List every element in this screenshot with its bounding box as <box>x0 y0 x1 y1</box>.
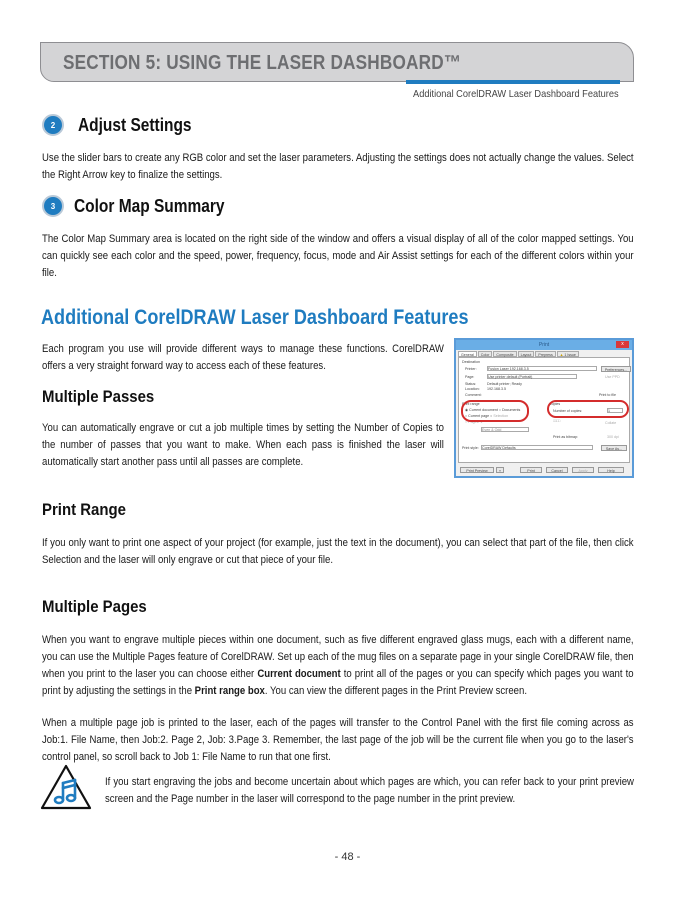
features-intro: Each program you use will provide different ways to manage these functions. CorelDRAW offers a very straight forward way to access each of these features. <box>42 343 444 372</box>
step-number-badge: 2 <box>42 114 64 136</box>
note-text: If you start engraving the jobs and become uncertain about which pages are which, you can refer back to your print preview screen and the Page number in the laser will correspond to the page number in the print preview. <box>105 776 634 805</box>
dialog-footer: Print Preview » Print Cancel Apply Help <box>456 465 632 476</box>
multiple-pages-body: When you want to engrave multiple pieces within one document, such as five different engraved glass mugs, each with a different name, you can use the Multiple Pages feature of CorelDRAW. Set up each of the mug files on a separate page in your single CorelDRAW file, then when you print to the laser you can choose either Current document to print all of the pages or you can specify which pages you want to print by adjusting the settings in the Print range box. You can view the different pages in the Print Preview screen. <box>42 634 634 697</box>
tab-general: General <box>458 351 477 357</box>
dialog-tabs <box>456 350 632 357</box>
tab-layout: Layout <box>518 351 535 357</box>
dialog-body: Destination Printer: Fusion Laser 192.168.3.5 Preferences... Page: Use printer default (Portrait) Use PPD Status: Default printer; Ready Location: 192.168.3.5 Comment: Print to file Print range ◉ Current document ○ Documents ○ Current page ○ Selection ○ Pages: 1 Even & Odd Copies Number of copies: 1 □□□□ Collate Print as bitmap: 300 dpi Print style: CorelDRAW Defaults Save As... <box>458 357 630 463</box>
section-subtitle: Additional CorelDRAW Laser Dashboard Features <box>413 88 619 100</box>
accent-stripe <box>406 80 620 84</box>
page-number: - 48 - <box>334 851 361 863</box>
step-body: Use the slider bars to create any RGB color and set the laser parameters. Adjusting the settings does not actually change the values. Select the Right Arrow key to finalize the settings. <box>42 152 634 181</box>
warning-icon: ▲ <box>559 353 564 357</box>
step-body: The Color Map Summary area is located on the right side of the window and offers a visual display of all of the color mapped settings. You can quickly see each color and the speed, power, frequency, focus, mode and Air Assist settings for each of the different colors within your file. <box>42 233 634 279</box>
step-number-badge: 3 <box>42 195 64 217</box>
multiple-passes-body: You can automatically engrave or cut a job multiple times by setting the Number of Copies to the number of passes that you want to make. When each pass is finished the laser will automatically start another pass until all passes are complete. <box>42 422 444 468</box>
collate-pages-icon: □□□□ <box>553 419 560 423</box>
highlight-copies <box>547 400 629 418</box>
tab-issues: ▲ 1 Issue <box>557 351 579 357</box>
step-title: Adjust Settings <box>78 114 192 135</box>
print-range-heading: Print Range <box>42 500 126 519</box>
step-title: Color Map Summary <box>74 195 225 216</box>
close-icon: x <box>616 341 629 348</box>
dialog-titlebar: Print x <box>456 340 632 350</box>
multiple-pages-body-2: When a multiple page job is printed to the laser, each of the pages will transfer to the Control Panel with the first file coming across as Job:1. File Name, then Job:2. Page 2, Job: 3.Page 3. Remember, the last page of the job will be the current file when you go to the laser's control panel, so scroll back to Job 1: File Name to run that one first. <box>42 717 634 763</box>
print-range-body: If you only want to print one aspect of your project (for example, just the text in the document), you can select that part of the file, then click Selection and the laser will only engrave or cut that piece of your file. <box>42 537 634 566</box>
multiple-passes-heading: Multiple Passes <box>42 387 155 406</box>
print-dialog-screenshot <box>454 338 634 478</box>
features-heading: Additional CorelDRAW Laser Dashboard Features <box>41 306 469 329</box>
multiple-pages-heading: Multiple Pages <box>42 597 147 616</box>
step-adjust-settings <box>42 114 210 136</box>
tab-composite: Composite <box>493 351 516 357</box>
tab-color: Color <box>478 351 493 357</box>
music-note-warning-icon <box>40 764 92 810</box>
tab-prepress: Prepress <box>535 351 555 357</box>
section-title: SECTION 5: USING THE LASER DASHBOARD™ <box>63 52 462 74</box>
step-color-map-summary <box>42 195 249 217</box>
highlight-print-range <box>461 400 529 422</box>
